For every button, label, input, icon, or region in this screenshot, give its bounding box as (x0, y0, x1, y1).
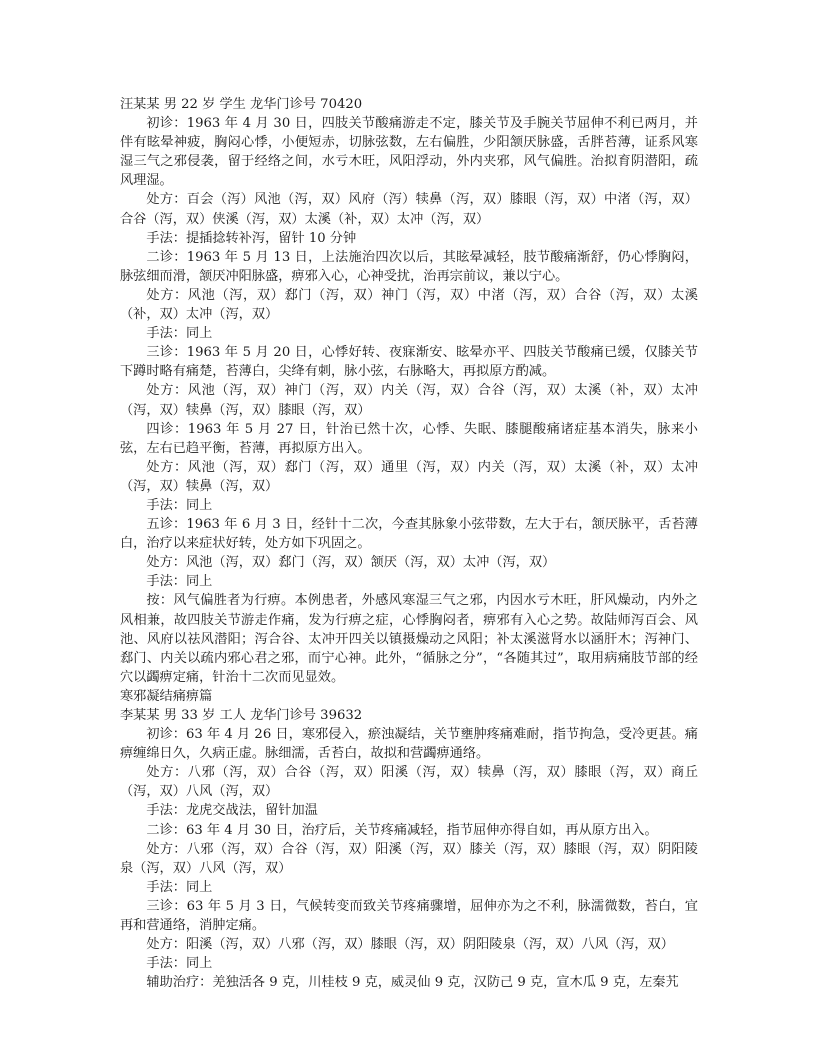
case1-commentary: 按：风气偏胜者为行痹。本例患者，外感风寒湿三气之邪，内因水亏木旺，肝风燥动，内外之风相兼，故四肢关节游走作痛，发为行痹之症，心悸胸闷者，痹邪有入心之势。故陆师泻百会、风池、风府以祛风潜阳；泻合谷、太冲开四关以镇摄燥动之风阳；补太溪滋肾水以涵肝木；泻神门、郄门、内关以疏内邪心君之邪，而宁心神。此外，“循脉之分”，“各随其过”，取用病痛肢节部的经穴以蠲痹定痛，针治十二次而见显效。 (120, 593, 698, 685)
case2-technique-3: 手法：同上 (146, 956, 213, 972)
case1-fourth-visit: 四诊：1963 年 5 月 27 日，针治已然十次，心悸、失眠、膝腿酸痛诸症基本消失，脉来小弦，左右已趋平衡，苔薄，再拟原方出入。 (120, 421, 698, 456)
case1-prescription-3: 处方：风池（泻，双）神门（泻，双）内关（泻，双）合谷（泻，双）太溪（补，双）太冲（泻，双）犊鼻（泻，双）膝眼（泻，双） (120, 383, 698, 418)
case1-technique-5: 手法：同上 (146, 574, 213, 590)
section-title: 寒邪凝结痛痹篇 (120, 688, 213, 704)
case2-auxiliary-treatment: 辅助治疗：羌独活各 9 克，川桂枝 9 克，威灵仙 9 克，汉防己 9 克，宣木瓜 9 克，左秦艽 (146, 975, 679, 991)
case1-third-visit: 三诊：1963 年 5 月 20 日，心悸好转、夜寐渐安、眩晕亦平、四肢关节酸痛已缓，仅膝关节下蹲时略有痛楚，苔薄白，尖绛有刺，脉小弦，右脉略大，再拟原方酌减。 (120, 345, 698, 380)
case1-prescription-2: 处方：风池（泻，双）郄门（泻，双）神门（泻，双）中渚（泻，双）合谷（泻，双）太溪（补，双）太冲（泻，双） (120, 287, 698, 323)
case2-second-visit: 二诊：63 年 4 月 30 日，治疗后，关节疼痛减轻，指节屈伸亦得自如，再从原方出入。 (146, 822, 658, 838)
case2-technique-1: 手法：龙虎交战法，留针加温 (146, 803, 318, 819)
case1-second-visit: 二诊：1963 年 5 月 13 日，上法施治四次以后，其眩晕减轻，肢节酸痛渐舒，仍心悸胸闷，脉弦细而滑，颔厌冲阳脉盛，痹邪入心，心神受扰，治再宗前议，兼以宁心。 (120, 249, 698, 284)
case1-technique-2: 手法：同上 (146, 326, 213, 342)
case1-technique-4: 手法：同上 (146, 497, 213, 513)
document-page (120, 95, 698, 992)
case1-prescription-5: 处方：风池（泻，双）郄门（泻，双）颔厌（泻，双）太冲（泻，双） (146, 555, 556, 571)
case1-prescription-4: 处方：风池（泻，双）郄门（泻，双）通里（泻，双）内关（泻，双）太溪（补，双）太冲（泻，双）犊鼻（泻，双） (120, 459, 698, 494)
case1-technique-1: 手法：提插捻转补泻，留针 10 分钟 (146, 230, 357, 246)
case2-header: 李某某 男 33 岁 工人 龙华门诊号 39632 (120, 708, 363, 723)
case2-third-visit: 三诊：63 年 5 月 3 日，气候转变而致关节疼痛骤增，屈伸亦为之不利，脉濡微数，苔白，宜再和营通络，消肿定痛。 (120, 898, 698, 934)
case1-prescription-1: 处方：百会（泻）风池（泻，双）风府（泻）犊鼻（泻，双）膝眼（泻，双）中渚（泻，双）合谷（泻，双）侠溪（泻，双）太溪（补，双）太冲（泻，双） (120, 192, 698, 227)
case2-prescription-3: 处方：阳溪（泻，双）八邪（泻，双）膝眼（泻，双）阴阳陵泉（泻，双）八风（泻，双） (146, 937, 674, 953)
case2-first-visit: 初诊：63 年 4 月 26 日，寒邪侵入，瘀浊凝结，关节壅肿疼痛难耐，指节拘急，受冷更甚。痛痹缠绵日久，久病正虚。脉细濡，舌苔白，故拟和营蠲痹通络。 (120, 727, 698, 762)
case2-prescription-2: 处方：八邪（泻，双）合谷（泻，双）阳溪（泻，双）膝关（泻，双）膝眼（泻，双）阴阳陵泉（泻，双）八风（泻，双） (120, 841, 698, 876)
case1-header: 汪某某 男 22 岁 学生 龙华门诊号 70420 (120, 97, 363, 112)
case1-fifth-visit: 五诊：1963 年 6 月 3 日，经针十二次，今查其脉象小弦带数，左大于右，颔厌脉平，舌苔薄白，治疗以来症状好转，处方如下巩固之。 (120, 517, 698, 552)
case2-technique-2: 手法：同上 (146, 879, 213, 895)
case1-first-visit: 初诊：1963 年 4 月 30 日，四肢关节酸痛游走不定，膝关节及手腕关节屈伸不利已两月，并伴有眩晕神疲，胸闷心悸，小便短赤，切脉弦数，左右偏胜，少阳颔厌脉盛，舌胖苔薄，证系风寒湿三气之邪侵袭，留于经络之间，水亏木旺，风阳浮动，外内夹邪，风气偏胜。治拟育阴潜阳，疏风理湿。 (120, 116, 698, 189)
case2-prescription-1: 处方：八邪（泻，双）合谷（泻，双）阳溪（泻，双）犊鼻（泻，双）膝眼（泻，双）商丘（泻，双）八风（泻，双） (120, 765, 698, 800)
